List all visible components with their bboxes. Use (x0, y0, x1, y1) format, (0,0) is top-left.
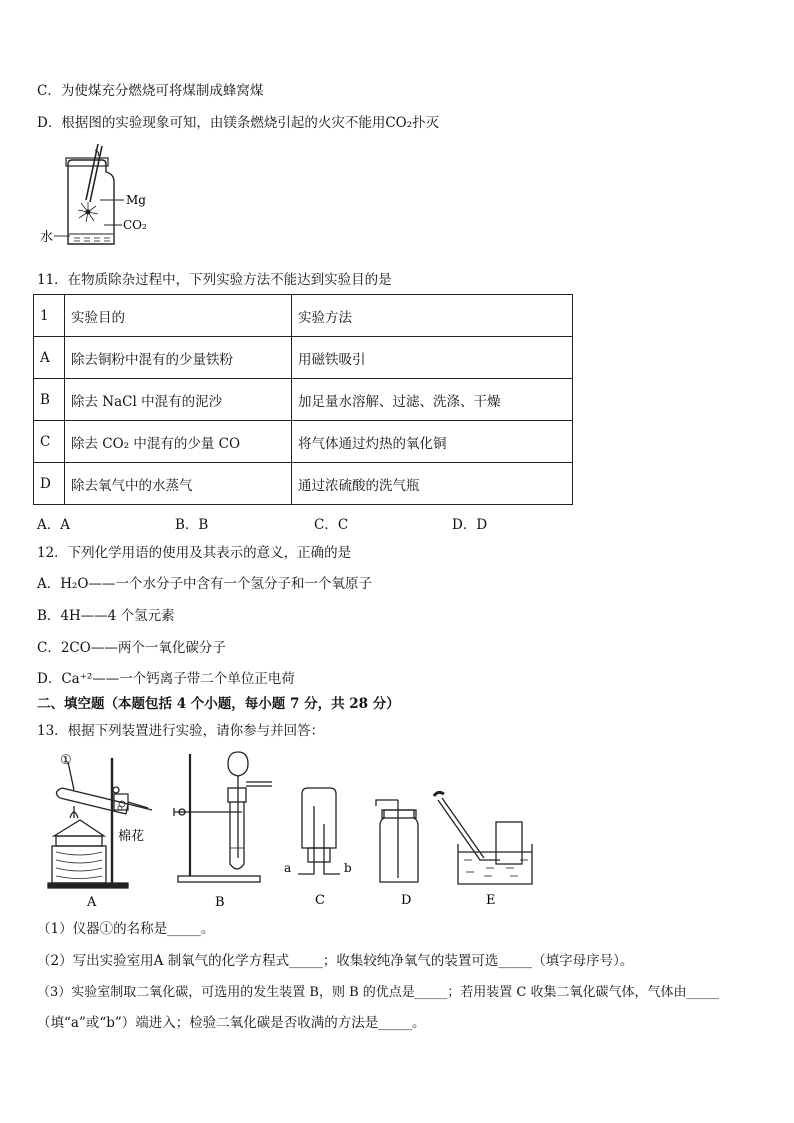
q13-stem: 13．根据下列装置进行实验，请你参与并回答： (37, 723, 325, 739)
table-header-row (34, 295, 573, 337)
q13-part4: （填“a”或“b”）端进入；检验二氧化碳是否收满的方法是_____。 (37, 1015, 426, 1031)
apparatus-a-label: A (87, 895, 97, 910)
apparatus-b-label: B (215, 895, 225, 910)
q12-stem: 12．下列化学用语的使用及其表示的意义，正确的是 (37, 545, 352, 561)
q13-part3: （3）实验室制取二氧化碳，可选用的发生装置 B，则 B 的优点是_____；若用装置 C 收集二氧化碳气体，气体由_____ (37, 985, 719, 1000)
table-cell: 通过浓硫酸的洗气瓶 (292, 463, 573, 505)
table-cell: 1 (34, 295, 65, 337)
table-row (34, 379, 573, 421)
table-cell: 加足量水溶解、过滤、洗涤、干燥 (292, 379, 573, 421)
table-cell: 除去 NaCl 中混有的泥沙 (65, 379, 292, 421)
table-cell: A (34, 337, 65, 379)
port-a-label: a (284, 861, 292, 875)
table-cell: 除去铜粉中混有的少量铁粉 (65, 337, 292, 379)
table-cell: 除去 CO₂ 中混有的少量 CO (65, 421, 292, 463)
q11-options (37, 513, 597, 531)
q11-option-d: D．D (452, 517, 488, 533)
table-cell: 将气体通过灼热的氧化铜 (292, 421, 573, 463)
water-label: 水 (40, 230, 54, 245)
apparatus-c-label: C (315, 893, 325, 908)
table-cell: 用磁铁吸引 (292, 337, 573, 379)
table-cell: 实验方法 (292, 295, 573, 337)
table-row (34, 337, 573, 379)
cotton-label: 棉花 (118, 829, 145, 844)
q12-option-d: D．Ca⁺²——一个钙离子带二个单位正电荷 (37, 671, 295, 687)
q10-option-c: C．为使煤充分燃烧可将煤制成蜂窝煤 (37, 83, 264, 99)
q13-apparatus-figure (40, 748, 560, 914)
q11-option-a: A．A (37, 517, 70, 533)
q12-option-c: C．2CO——两个一氧化碳分子 (37, 640, 226, 656)
section-heading: 二、填空题（本题包括 4 个小题，每小题 7 分，共 28 分） (37, 696, 400, 712)
table-row (34, 421, 573, 463)
q12-option-a: A．H₂O——一个水分子中含有一个氢分子和一个氧原子 (37, 576, 373, 592)
table-cell: C (34, 421, 65, 463)
q11-option-c: C．C (314, 517, 349, 533)
port-b-label: b (344, 861, 352, 875)
apparatus-d-label: D (401, 893, 412, 908)
circle-one-label: ① (60, 753, 72, 768)
table-cell: D (34, 463, 65, 505)
q11-option-b: B．B (175, 517, 209, 533)
q11-table (33, 294, 573, 505)
q10-mg-co2-figure (40, 142, 160, 252)
q10-option-d: D．根据图的实验现象可知，由镁条燃烧引起的火灾不能用CO₂扑灭 (37, 115, 440, 131)
table-row (34, 463, 573, 505)
q13-part2: （2）写出实验室用A 制氧气的化学方程式_____；收集较纯净氧气的装置可选_____（填字母序号）。 (37, 953, 634, 969)
q13-part1: （1）仪器①的名称是_____。 (37, 921, 215, 937)
co2-label: CO₂ (123, 218, 147, 232)
q12-option-b: B．4H——4 个氢元素 (37, 608, 175, 624)
table-cell: B (34, 379, 65, 421)
mg-label: Mg (126, 193, 146, 207)
table-cell: 除去氧气中的水蒸气 (65, 463, 292, 505)
apparatus-e-label: E (486, 893, 496, 908)
table-cell: 实验目的 (65, 295, 292, 337)
q11-stem: 11．在物质除杂过程中，下列实验方法不能达到实验目的是 (37, 272, 392, 288)
